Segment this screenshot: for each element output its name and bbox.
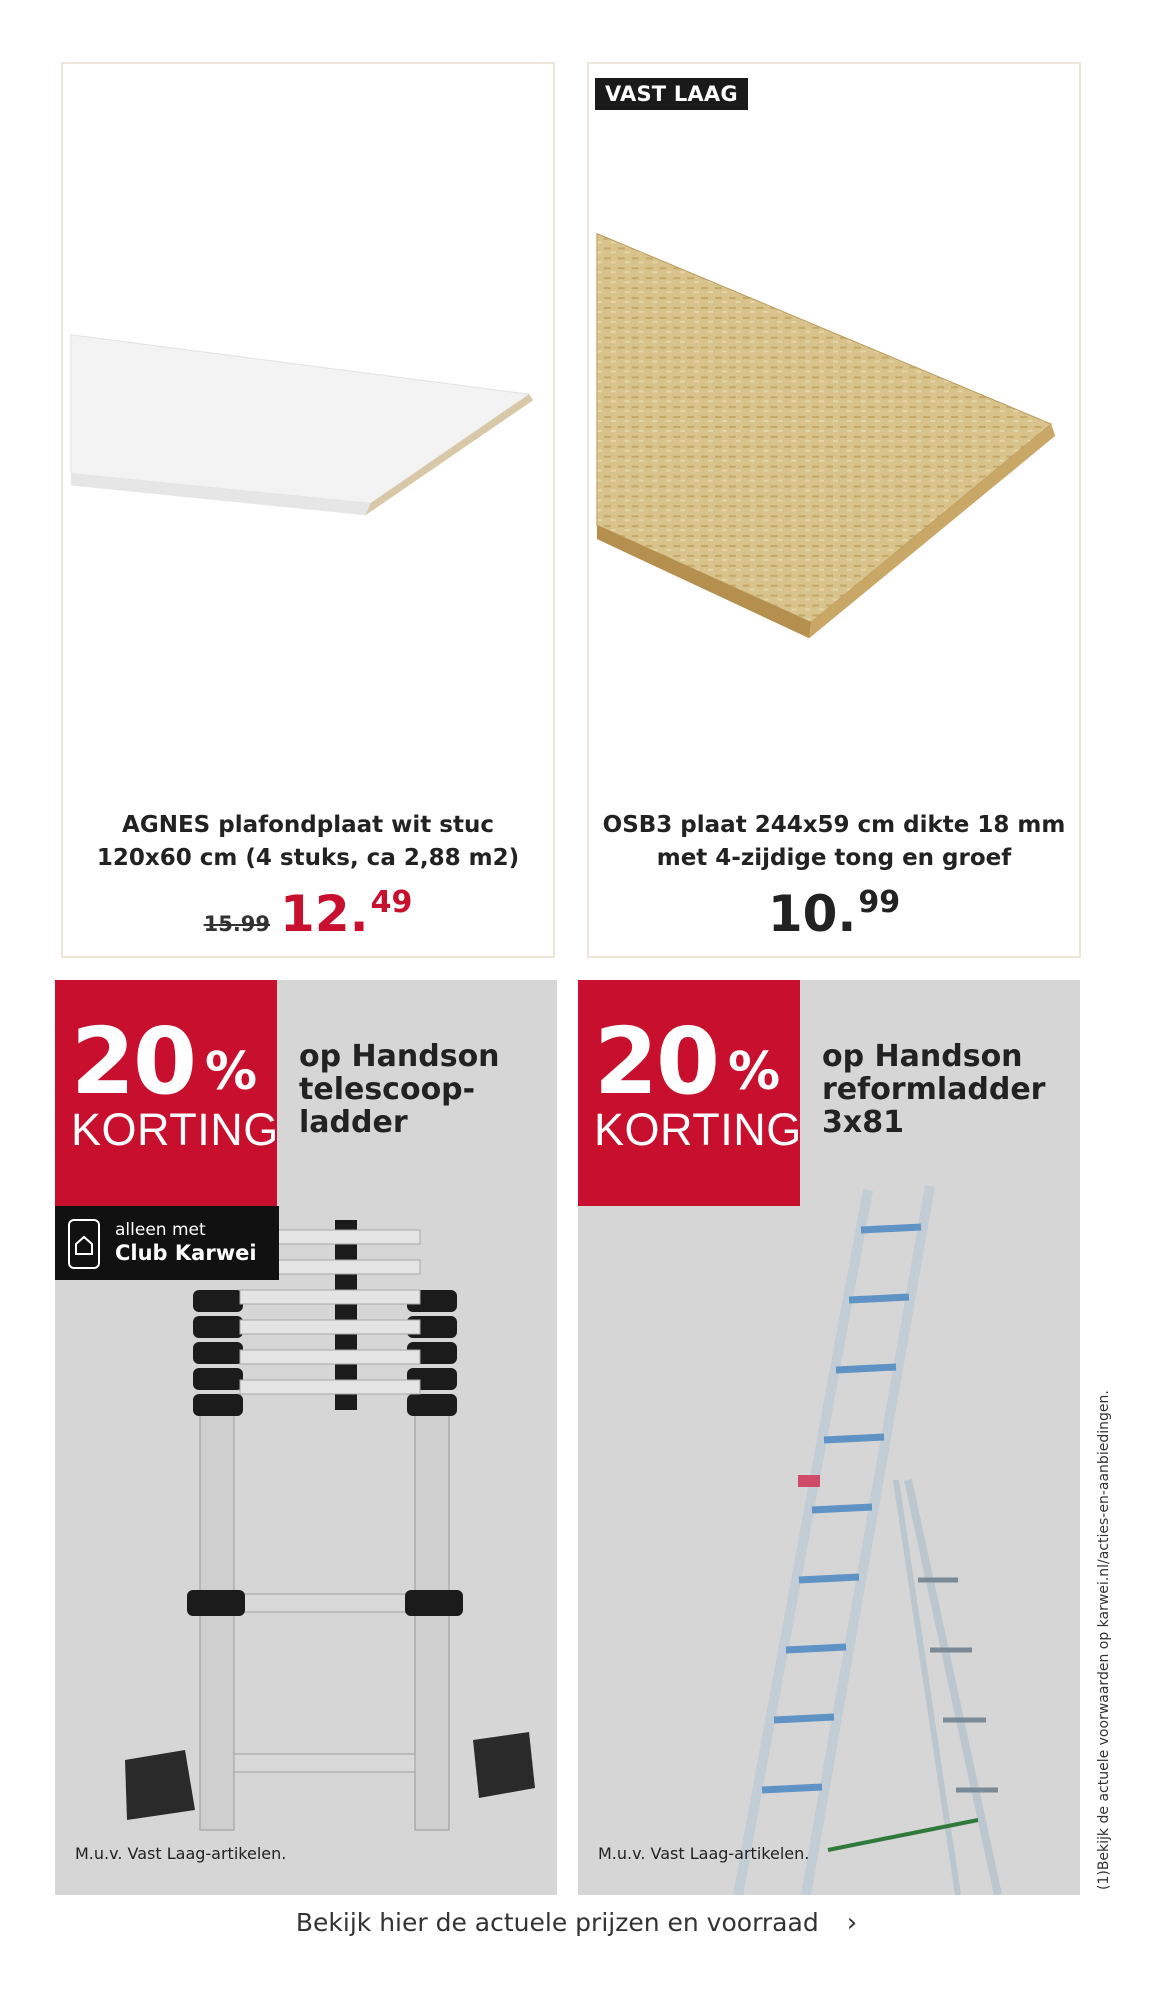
discount-block — [578, 980, 800, 1206]
promo-footnote: M.u.v. Vast Laag-artikelen. — [598, 1844, 810, 1863]
club-label-line2: Club Karwei — [115, 1241, 257, 1265]
old-price: 15.99 — [203, 912, 271, 936]
ceiling-panel-image — [63, 64, 553, 784]
discount-percent: 20 — [71, 1008, 196, 1115]
price-row — [589, 886, 1079, 942]
promo-footnote: M.u.v. Vast Laag-artikelen. — [75, 1844, 287, 1863]
discount-block — [55, 980, 277, 1206]
product-card-agnes[interactable] — [61, 62, 555, 958]
percent-sign: % — [728, 1042, 781, 1102]
club-label-line1: alleen met — [115, 1220, 206, 1240]
promo-text: op Handson reformladder 3x81 — [822, 1039, 1046, 1140]
price-row — [63, 886, 553, 942]
korting-label: KORTING — [594, 1104, 802, 1155]
price-integer: 12. — [280, 885, 369, 943]
club-karwei-badge — [55, 1206, 279, 1280]
chevron-right-icon: › — [846, 1908, 858, 1938]
price-integer: 10. — [767, 885, 857, 943]
view-prices-label: Bekijk hier de actuele prijzen en voorraad — [295, 1908, 819, 1937]
phone-icon — [67, 1218, 101, 1270]
view-prices-link[interactable] — [0, 1908, 1153, 1938]
discount-percent: 20 — [594, 1008, 719, 1115]
product-card-osb3[interactable] — [587, 62, 1081, 958]
terms-side-note: (1)Bekijk de actuele voorwaarden op karwei.nl/acties-en-aanbiedingen. — [1096, 1390, 1112, 1890]
promo-telescopic-ladder[interactable] — [55, 980, 557, 1895]
product-title: AGNES plafondplaat wit stuc 120x60 cm (4 stuks, ca 2,88 m2) — [96, 812, 520, 871]
promo-text: op Handson telescoop-ladder — [299, 1039, 500, 1140]
vast-laag-badge: VAST LAAG — [595, 78, 748, 110]
price-decimals: 99 — [858, 885, 901, 920]
osb-board-image — [589, 64, 1079, 784]
korting-label: KORTING — [71, 1104, 279, 1155]
promo-reform-ladder[interactable] — [578, 980, 1080, 1895]
percent-sign: % — [205, 1042, 258, 1102]
product-title: OSB3 plaat 244x59 cm dikte 18 mm met 4-zijdige tong en groef — [602, 812, 1066, 871]
price-decimals: 49 — [370, 885, 413, 920]
